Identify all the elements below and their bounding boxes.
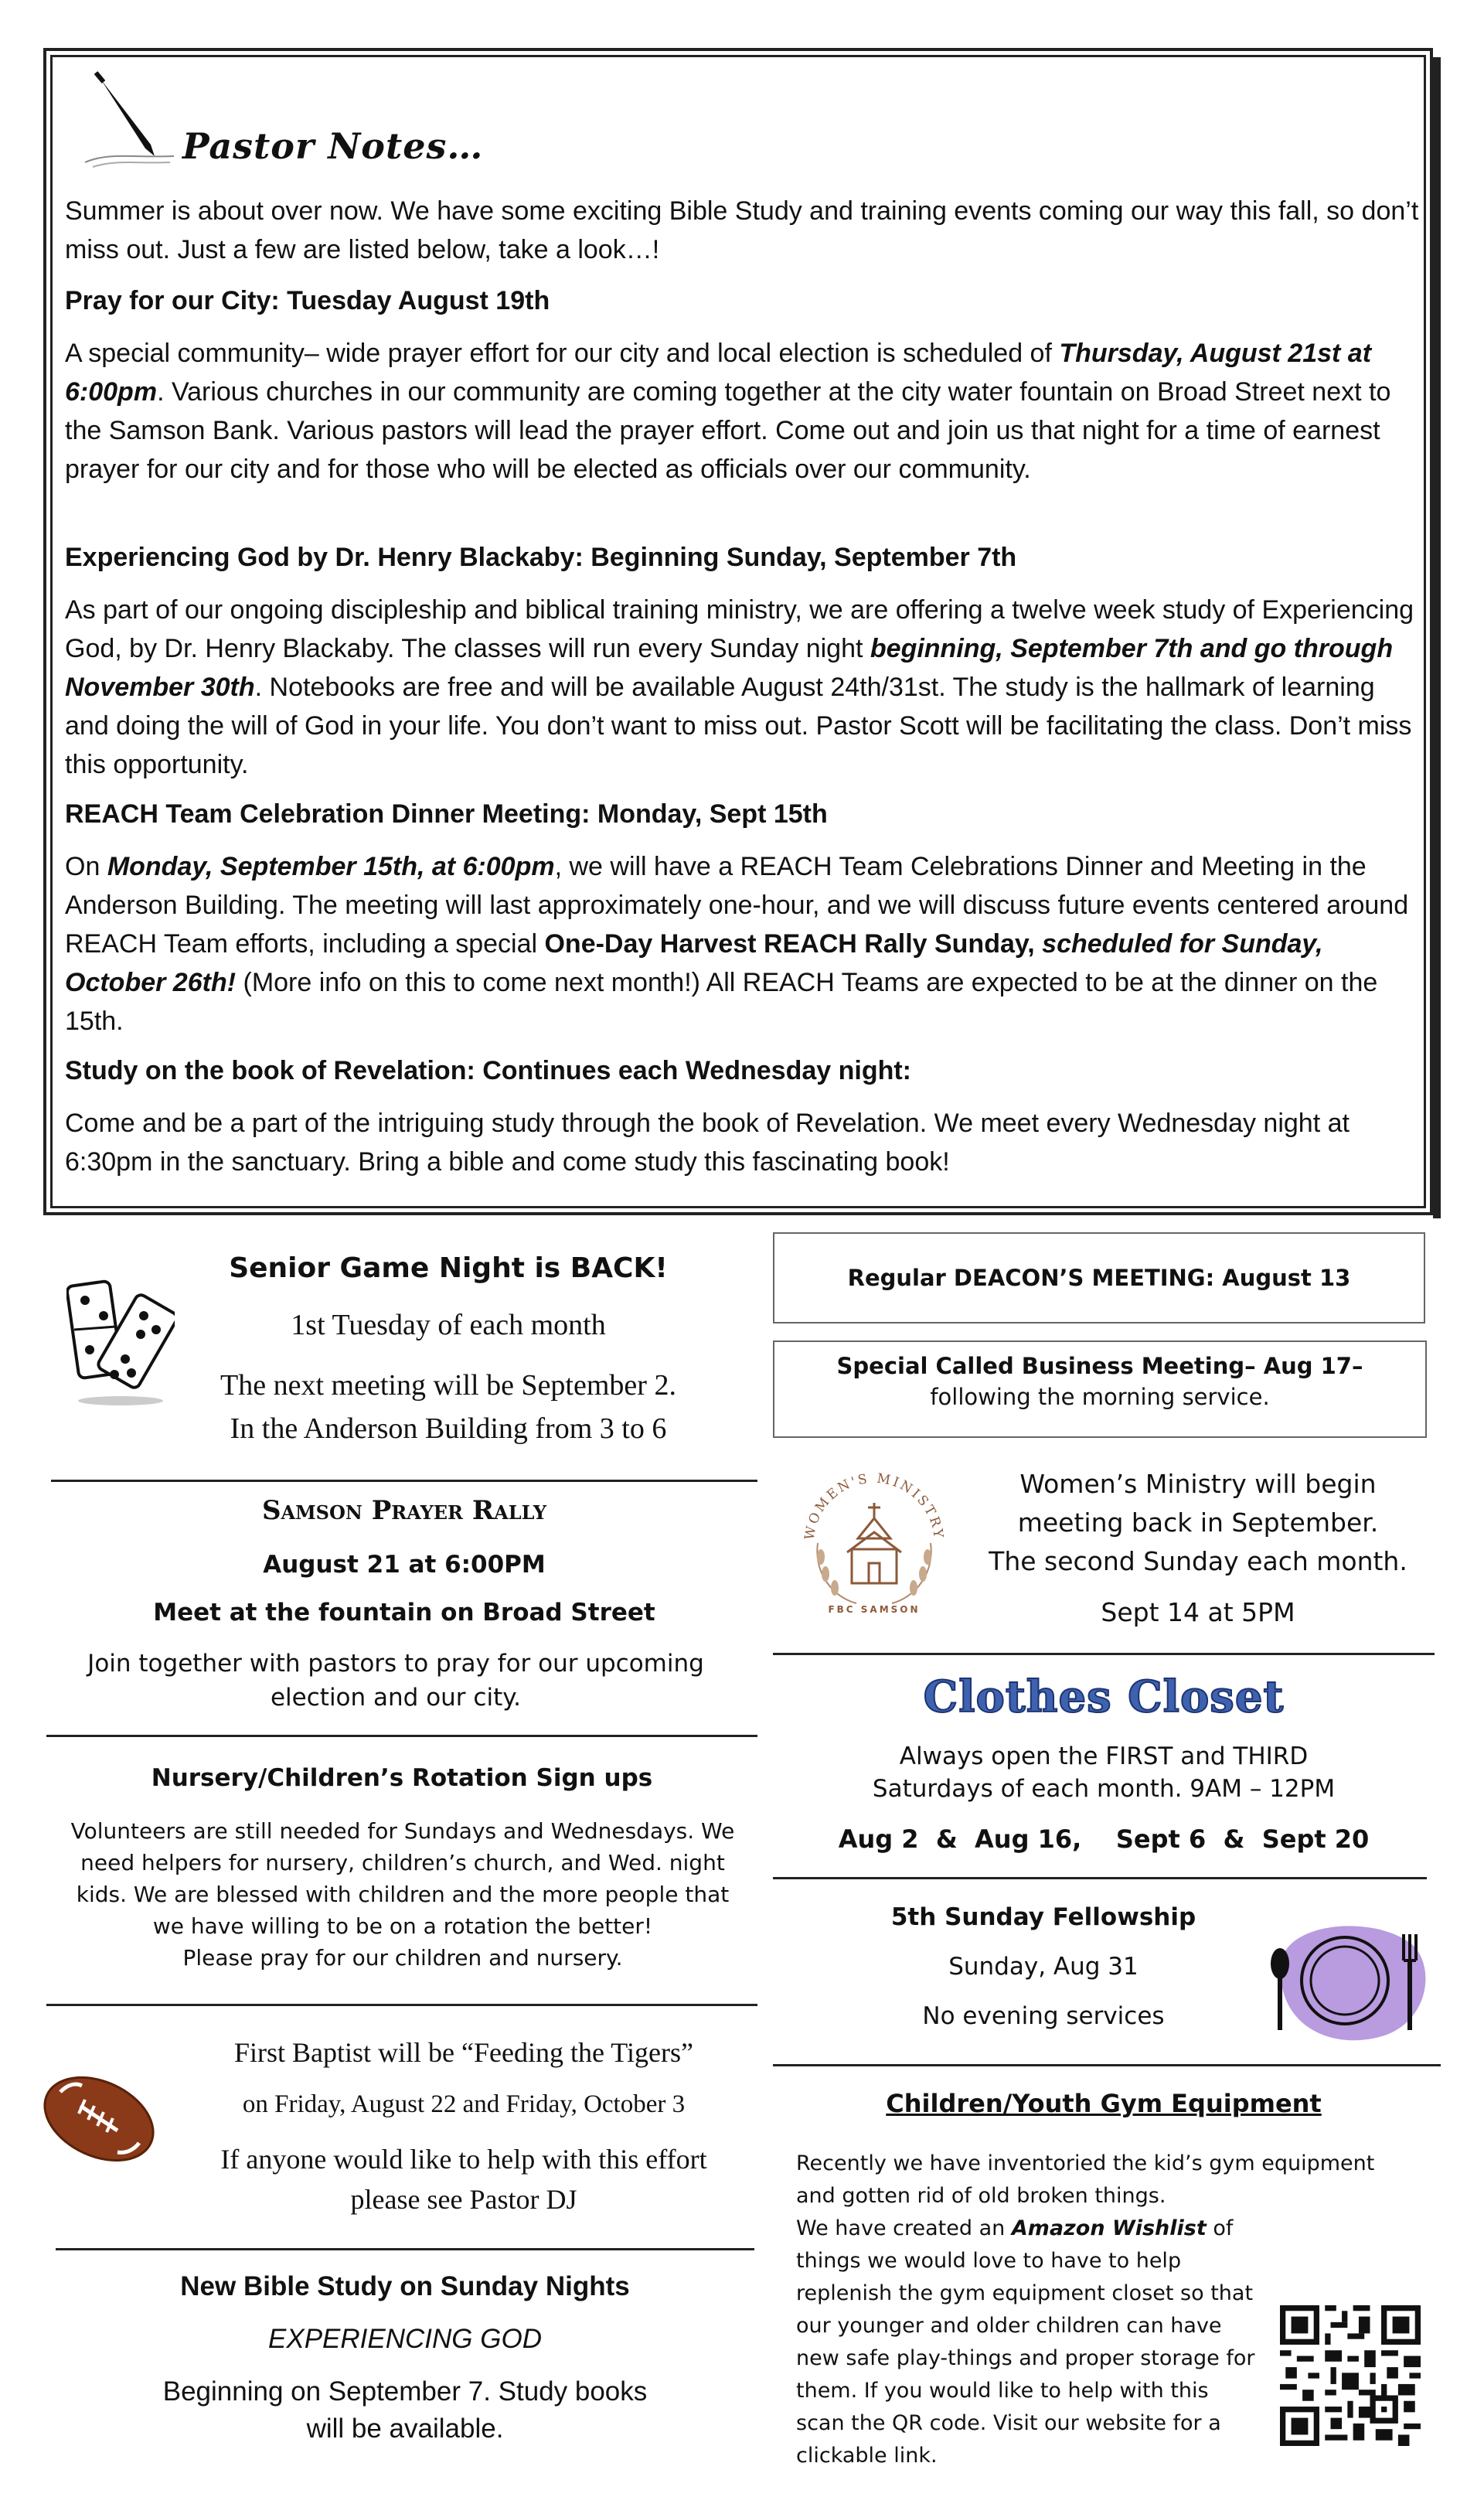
gym-title: Children/Youth Gym Equipment [886, 2089, 1322, 2118]
prayer-rally-place: Meet at the fountain on Broad Street [153, 1599, 655, 1627]
senior-line1: 1st Tuesday of each month [291, 1309, 606, 1341]
prayer-rally-title: Samson Prayer Rally [261, 1495, 547, 1526]
reach-paragraph: On Monday, September 15th, at 6:00pm, we will have a REACH Team Celebrations Dinner and Meeting in the Anderson Building. The meeting will last approximately one-hour, and we will discuss future events centered around REACH Team efforts, including a special One-Day Harvest REACH Rally Sunday, scheduled for Sunday, October 26th! (More info on this to come next month!) All REACH Teams are expected to be at the dinner on the 15th. [65, 852, 1409, 1036]
football-icon [37, 2069, 161, 2169]
tigers-line4: please see Pastor DJ [350, 2184, 577, 2215]
pray-heading: Pray for our City: Tuesday August 19th [65, 286, 550, 315]
divider [56, 2248, 754, 2250]
business-meeting-line2: following the morning service. [930, 1384, 1270, 1410]
bible-study-line1: Beginning on September 7. Study books [162, 2376, 648, 2407]
senior-line2: The next meeting will be September 2. [220, 1369, 676, 1402]
womens-line4: Sept 14 at 5PM [1101, 1597, 1295, 1627]
womens-ministry-logo [795, 1458, 954, 1620]
fellowship-title: 5th Sunday Fellowship [890, 1903, 1196, 1931]
divider [51, 1480, 757, 1482]
business-meeting-line1: Special Called Business Meeting– Aug 17– [836, 1353, 1363, 1379]
divider [46, 2004, 757, 2006]
pastor-notes-title: Pastor Notes… [182, 125, 484, 167]
tigers-line3: If anyone would like to help with this effort [220, 2144, 707, 2175]
reach-heading: REACH Team Celebration Dinner Meeting: Monday, Sept 15th [65, 799, 828, 829]
divider [46, 1735, 757, 1737]
prayer-rally-time: August 21 at 6:00PM [263, 1551, 546, 1579]
svg-text:FBC SAMSON: FBC SAMSON [828, 1604, 921, 1615]
plate-icon [1258, 1914, 1436, 2046]
bible-study-line2: will be available. [306, 2414, 504, 2444]
divider [773, 1877, 1427, 1879]
clothes-line1: Always open the FIRST and THIRD [899, 1742, 1309, 1770]
nursery-text2: Please pray for our children and nursery. [182, 1945, 623, 1971]
nursery-title: Nursery/Children’s Rotation Sign ups [151, 1764, 653, 1792]
qr-code-icon[interactable] [1280, 2305, 1421, 2446]
senior-title: Senior Game Night is BACK! [229, 1252, 668, 1284]
bible-study-title: New Bible Study on Sunday Nights [180, 2271, 630, 2301]
tigers-line2: on Friday, August 22 and Friday, October 3 [242, 2090, 686, 2118]
divider [773, 2064, 1441, 2066]
tigers-line1: First Baptist will be “Feeding the Tigers” [234, 2037, 693, 2068]
svg-text:WOMEN'S MINISTRY: WOMEN'S MINISTRY [802, 1470, 947, 1541]
clothes-line2: Saturdays of each month. 9AM – 12PM [872, 1775, 1336, 1803]
divider [773, 1653, 1435, 1655]
womens-line2: meeting back in September. [1017, 1507, 1379, 1538]
gym-paragraph2: We have created an Amazon Wishlist of things we would love to have to help replenish the gym equipment closet so that our younger and older children can have new safe play-things and proper storage for them. If you would like to help with this scan the QR code. Visit our website for a clickable link. [796, 2216, 1255, 2468]
clothes-closet-title: Clothes Closet [923, 1671, 1285, 1722]
dominoes-icon [66, 1276, 175, 1407]
pen-icon [77, 71, 178, 172]
bible-study-subtitle: EXPERIENCING GOD [268, 2324, 542, 2354]
revelation-heading: Study on the book of Revelation: Continues each Wednesday night: [65, 1056, 912, 1085]
senior-line3: In the Anderson Building from 3 to 6 [230, 1412, 667, 1445]
business-meeting-box [773, 1340, 1427, 1438]
experiencing-god-heading: Experiencing God by Dr. Henry Blackaby: Beginning Sunday, September 7th [65, 543, 1017, 572]
prayer-rally-text: Join together with pastors to pray for our upcoming election and our city. [87, 1650, 704, 1712]
clothes-dates: Aug 2 & Aug 16, Sept 6 & Sept 20 [838, 1824, 1370, 1854]
pray-paragraph: A special community– wide prayer effort for our city and local election is scheduled of Thursday, August 21st at 6:00pm. Various churches in our community are coming together at the city water fountain on Broad Street next to the Samson Bank. Various pastors will lead the prayer effort. Come out and join us that night for a time of earnest prayer for our city and for those who will be elected as officials over our community. [65, 339, 1391, 484]
experiencing-god-paragraph: As part of our ongoing discipleship and biblical training ministry, we are offering a twelve week study of Experiencing God, by Dr. Henry Blackaby. The classes will run every Sunday night beginning, September 7th and go through November 30th. Notebooks are free and will be available August 24th/31st. The study is the hallmark of learning and doing the will of God in your life. You don’t want to miss out. Pastor Scott will be facilitating the class. Don’t miss this opportunity. [65, 595, 1414, 779]
deacon-meeting-text: Regular DEACON’S MEETING: August 13 [847, 1265, 1351, 1291]
fellowship-date: Sunday, Aug 31 [948, 1953, 1139, 1981]
gym-paragraph1: Recently we have inventoried the kid’s gym equipment and gotten rid of old broken things. [796, 2151, 1375, 2208]
womens-line3: The second Sunday each month. [989, 1546, 1407, 1576]
pastor-intro: Summer is about over now. We have some exciting Bible Study and training events coming our way this fall, so don’t miss out. Just a few are listed below, take a look…! [65, 196, 1419, 264]
revelation-paragraph: Come and be a part of the intriguing study through the book of Revelation. We meet every Wednesday night at 6:30pm in the sanctuary. Bring a bible and come study this fascinating book! [65, 1109, 1350, 1177]
womens-line1: Women’s Ministry will begin [1019, 1469, 1377, 1499]
nursery-text: Volunteers are still needed for Sundays and Wednesdays. We need helpers for nursery, children’s church, and Wed. night kids. We are blessed with children and the more people that we have willing to be on a rotation the better! [70, 1818, 735, 1939]
deacon-meeting-box [773, 1232, 1425, 1323]
fellowship-note: No evening services [922, 2002, 1165, 2030]
